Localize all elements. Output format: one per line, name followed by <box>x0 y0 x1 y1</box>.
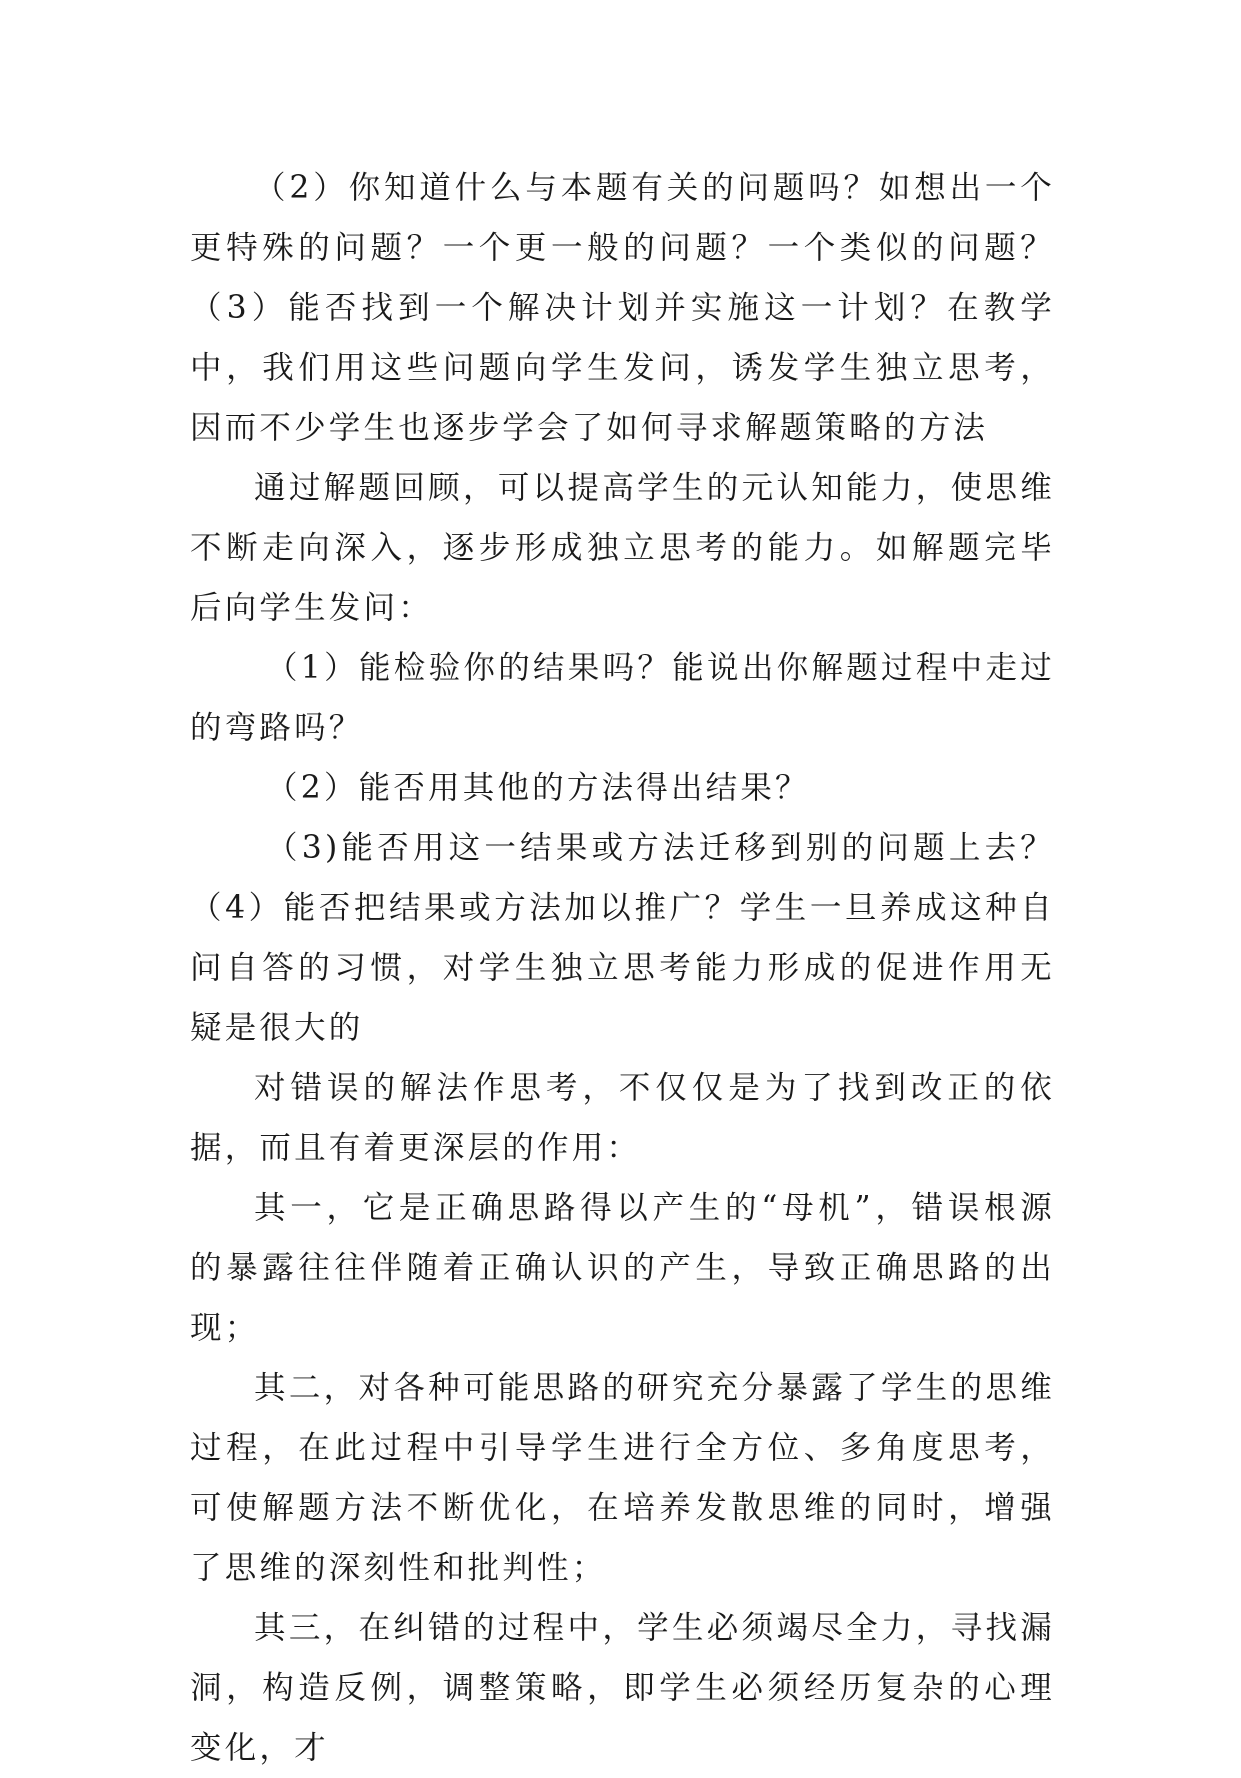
paragraph-questions-2-3: （2）你知道什么与本题有关的问题吗？如想出一个更特殊的问题？一个更一般的问题？一个类似的问题？（3）能否找到一个解决计划并实施这一计划？在教学中，我们用这些问题向学生发问，诱发学生独立思考，因而不少学生也逐步学会了如何寻求解题策略的方法 <box>190 170 1055 446</box>
paragraph-point-one: 其一，它是正确思路得以产生的“母机”，错误根源的暴露往往伴随着正确认识的产生，导致正确思路的出现； <box>190 1190 1055 1346</box>
paragraph-point-three: 其三，在纠错的过程中，学生必须竭尽全力，寻找漏洞，构造反例，调整策略，即学生必须经历复杂的心理变化，才 <box>190 1610 1055 1766</box>
paragraph-question-1: （1）能检验你的结果吗？能说出你解题过程中走过的弯路吗？ <box>190 650 1055 746</box>
paragraph-review: 通过解题回顾，可以提高学生的元认知能力，使思维不断走向深入，逐步形成独立思考的能力。如解题完毕后向学生发问： <box>190 470 1055 626</box>
paragraph-point-two: 其二，对各种可能思路的研究充分暴露了学生的思维过程，在此过程中引导学生进行全方位、多角度思考，可使解题方法不断优化，在培养发散思维的同时，增强了思维的深刻性和批判性； <box>190 1370 1055 1586</box>
paragraph-question-3-4: （3)能否用这一结果或方法迁移到别的问题上去？（4）能否把结果或方法加以推广？学生一旦养成这种自问自答的习惯，对学生独立思考能力形成的促进作用无疑是很大的 <box>190 830 1055 1046</box>
paragraph-wrong-solutions: 对错误的解法作思考，不仅仅是为了找到改正的依据，而且有着更深层的作用： <box>190 1070 1055 1166</box>
document-body <box>190 158 1055 1778</box>
paragraph-question-2: （2）能否用其他的方法得出结果？ <box>266 770 810 806</box>
